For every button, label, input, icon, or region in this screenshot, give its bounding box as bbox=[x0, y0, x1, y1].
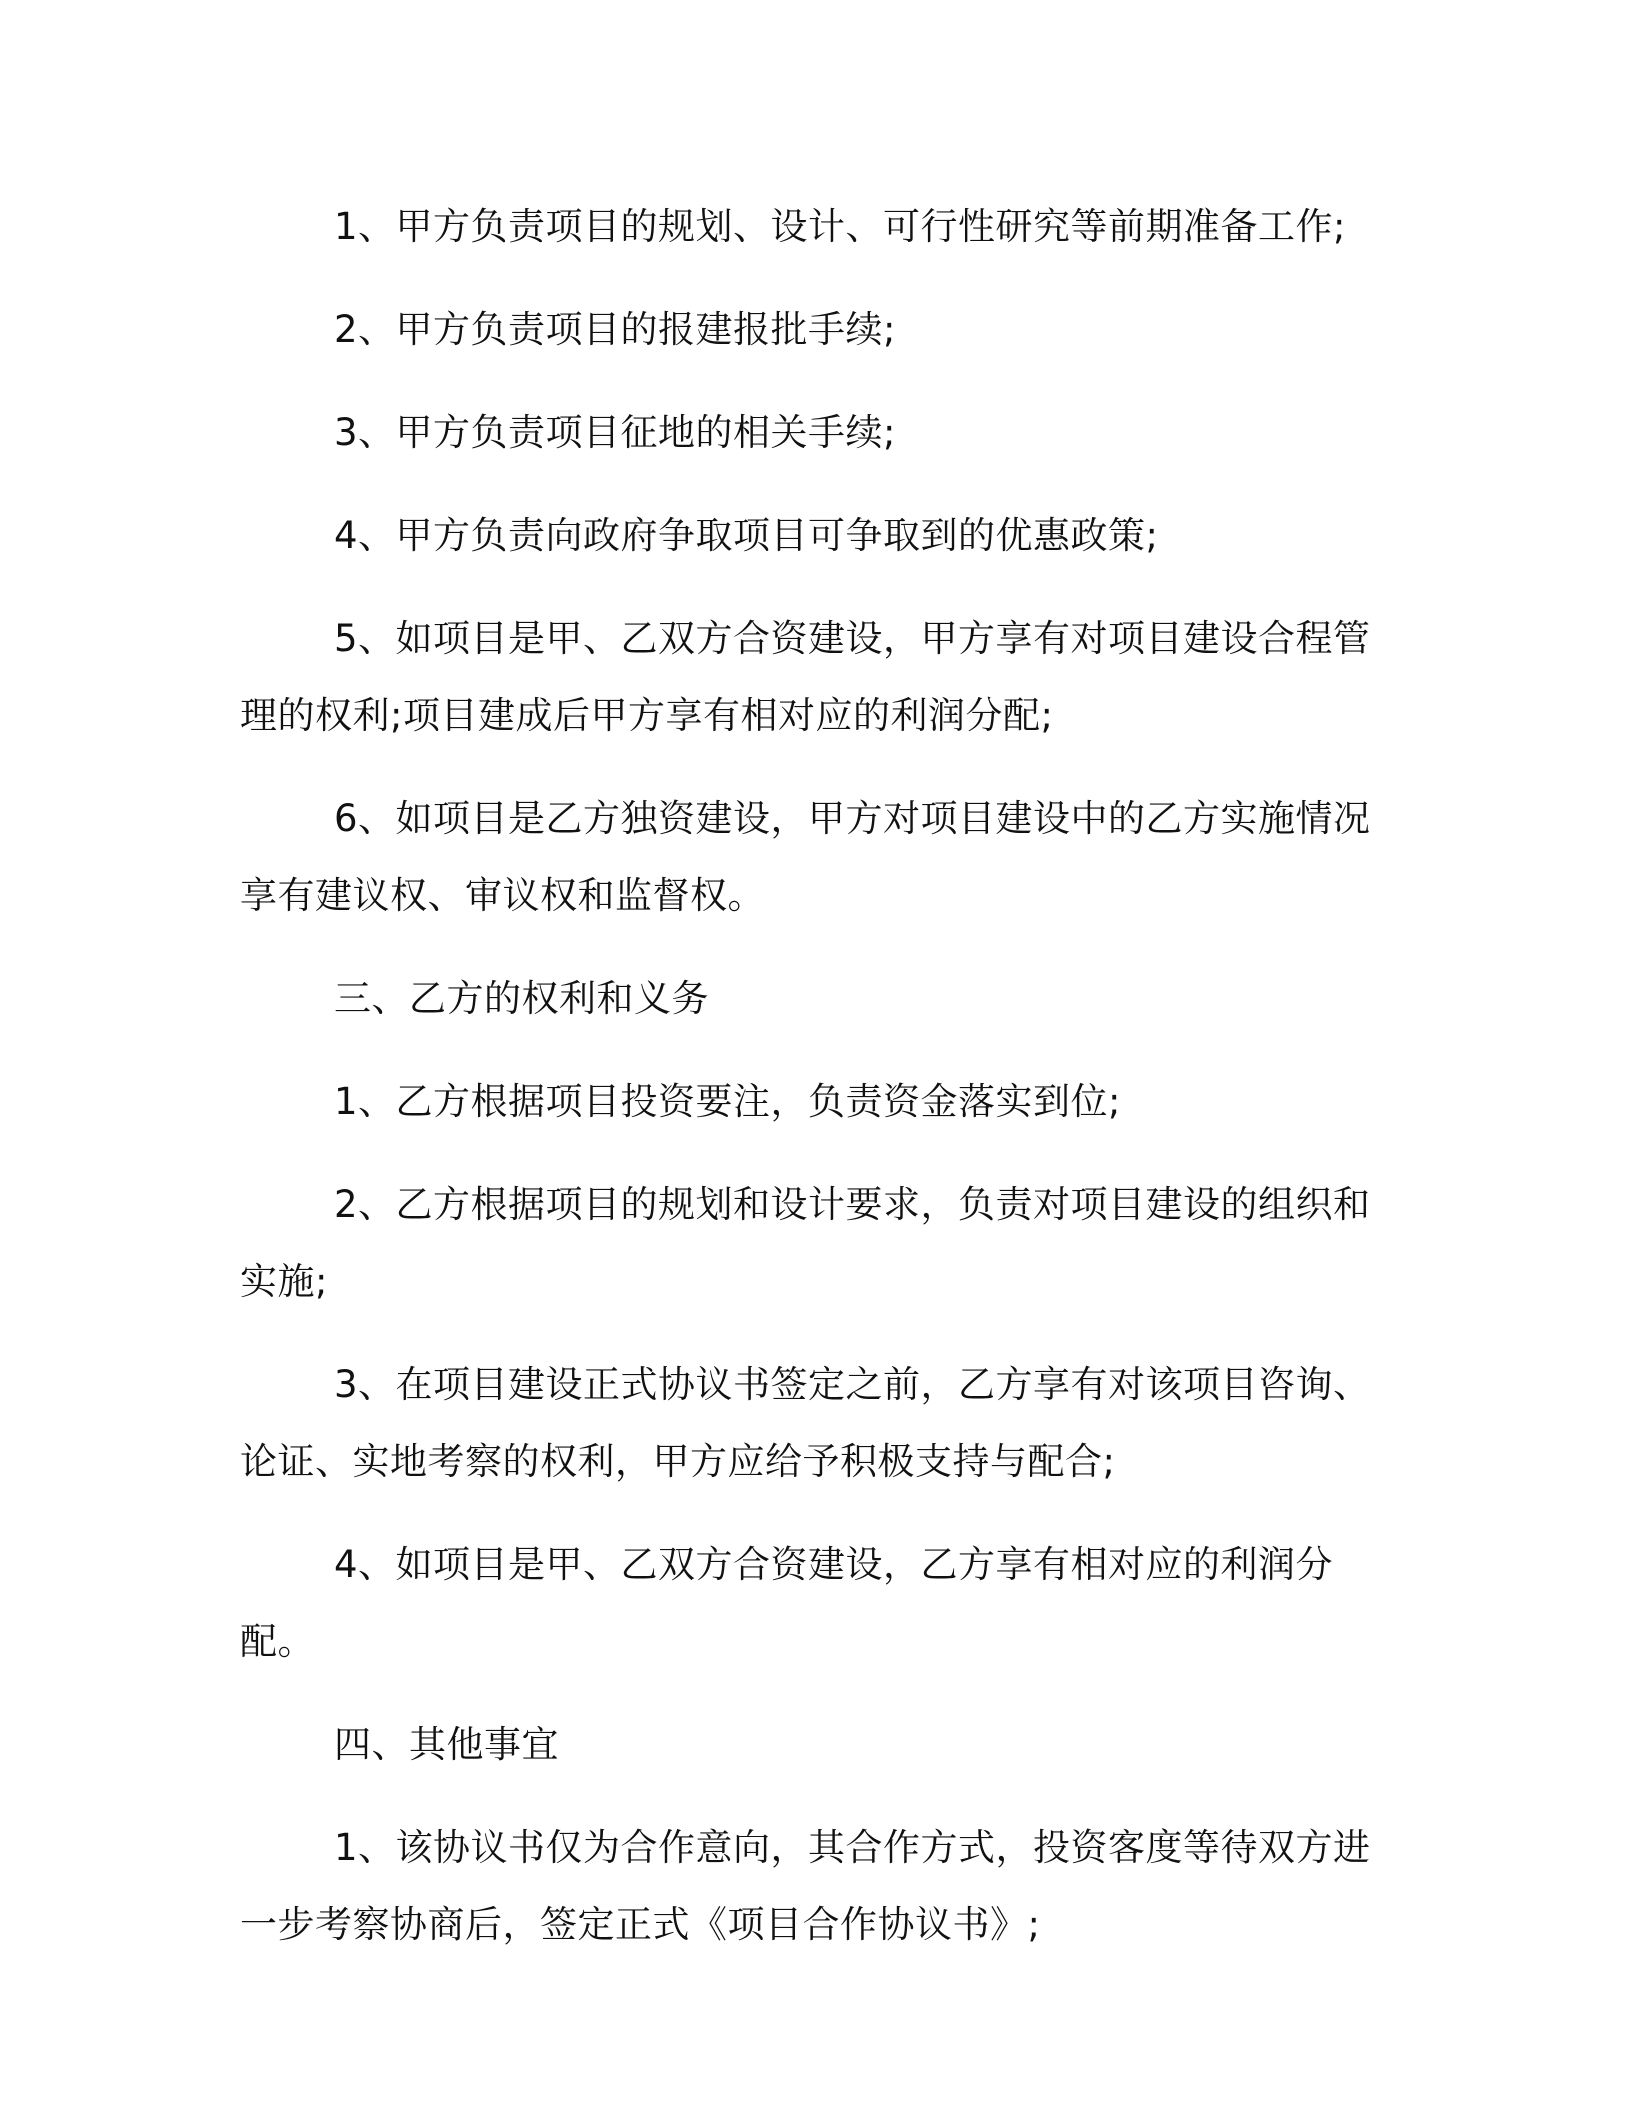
clause-b1: 1、乙方根据项目投资要注，负责资金落实到位; bbox=[334, 1080, 1122, 1123]
clause-b3: 3、在项目建设正式协议书签定之前，乙方享有对该项目咨询、论证、实地考察的权利，甲方应给予积极支持与配合; bbox=[240, 1363, 1371, 1483]
section-heading-other-matters: 四、其他事宜 bbox=[334, 1723, 559, 1766]
clause-a5: 5、如项目是甲、乙双方合资建设，甲方享有对项目建设合程管理的权利;项目建成后甲方享有相对应的利润分配; bbox=[240, 617, 1371, 737]
clause-b2: 2、乙方根据项目的规划和设计要求，负责对项目建设的组织和实施; bbox=[240, 1183, 1371, 1303]
clause-a6: 6、如项目是乙方独资建设，甲方对项目建设中的乙方实施情况享有建议权、审议权和监督权。 bbox=[240, 797, 1371, 917]
document-body bbox=[240, 188, 1380, 1989]
section-heading-party-b: 三、乙方的权利和义务 bbox=[334, 977, 709, 1020]
clause-a1: 1、甲方负责项目的规划、设计、可行性研究等前期准备工作; bbox=[334, 205, 1347, 248]
clause-c1: 1、该协议书仅为合作意向，其合作方式，投资客度等待双方进一步考察协商后，签定正式《项目合作协议书》; bbox=[240, 1826, 1371, 1946]
clause-b4: 4、如项目是甲、乙双方合资建设，乙方享有相对应的利润分配。 bbox=[240, 1543, 1334, 1663]
clause-a4: 4、甲方负责向政府争取项目可争取到的优惠政策; bbox=[334, 514, 1159, 557]
clause-a3: 3、甲方负责项目征地的相关手续; bbox=[334, 411, 897, 454]
clause-a2: 2、甲方负责项目的报建报批手续; bbox=[334, 308, 897, 351]
